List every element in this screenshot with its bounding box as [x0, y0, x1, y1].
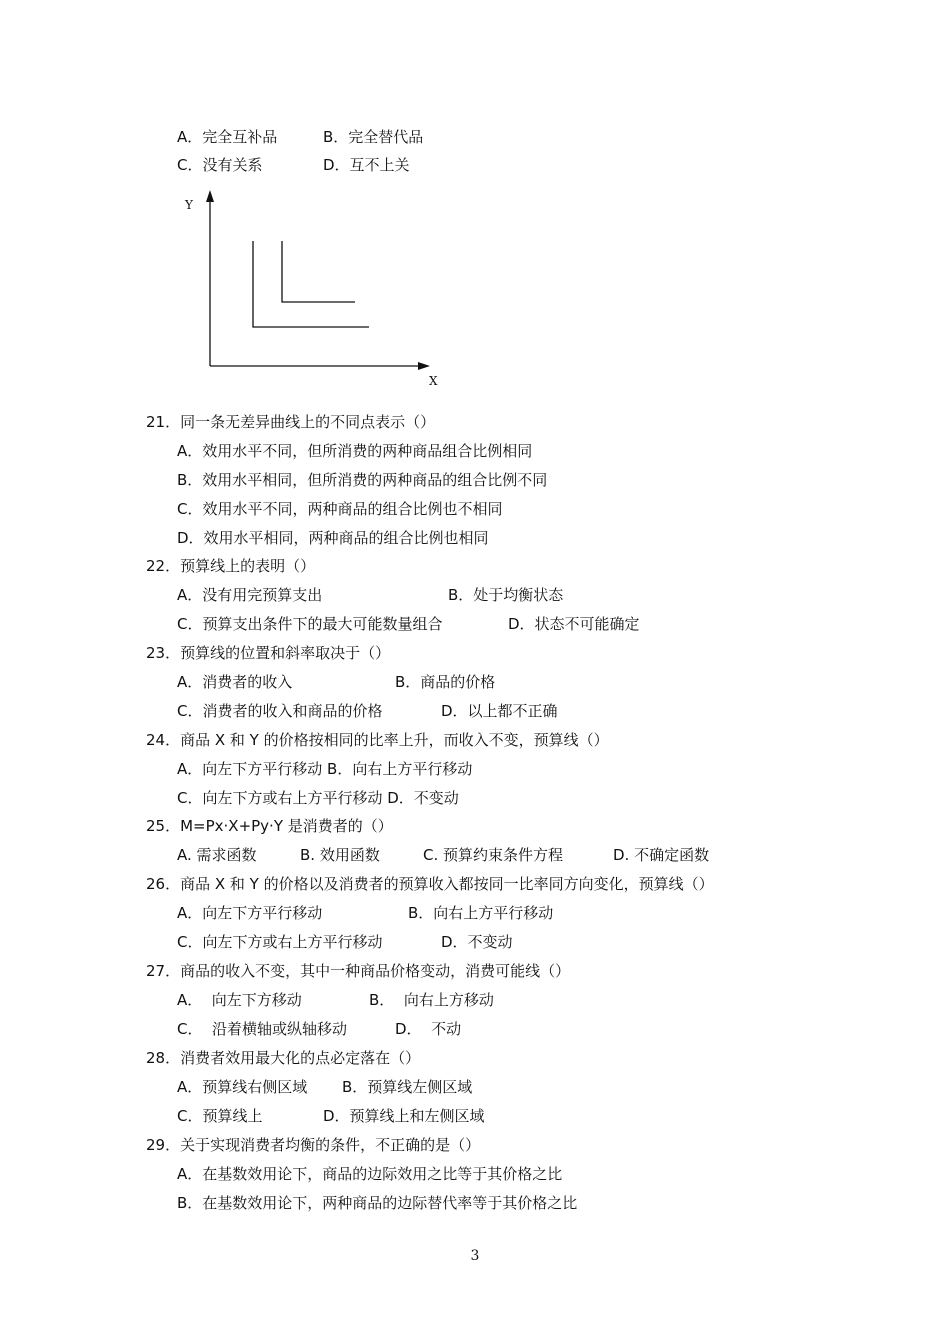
q21-option-b: B．效用水平相同，但所消费的两种商品的组合比例不同 — [177, 471, 548, 489]
q28-option-c: C．预算线上 — [177, 1107, 263, 1125]
q22-option-c: C．预算支出条件下的最大可能数量组合 — [177, 615, 443, 633]
question-21: 21．同一条无差异曲线上的不同点表示（） — [146, 413, 436, 431]
q25-option-d: D. 不确定函数 — [613, 846, 710, 864]
q23-option-c: C．消费者的收入和商品的价格 — [177, 702, 383, 720]
indifference-curve-2 — [282, 241, 355, 302]
q29-option-a: A．在基数效用论下，商品的边际效用之比等于其价格之比 — [177, 1165, 563, 1183]
q27-option-d: D． 不动 — [395, 1020, 462, 1038]
q28-option-b: B．预算线左侧区域 — [342, 1078, 473, 1096]
q21-option-a: A．效用水平不同，但所消费的两种商品组合比例相同 — [177, 442, 533, 460]
q26-option-b: B．向右上方平行移动 — [408, 904, 554, 922]
q25-option-c: C. 预算约束条件方程 — [423, 846, 564, 864]
q27-option-a: A． 向左下方移动 — [177, 991, 302, 1009]
q26-option-c: C．向左下方或右上方平行移动 — [177, 933, 383, 951]
question-23: 23．预算线的位置和斜率取决于（） — [146, 644, 391, 662]
y-axis-label: Y — [185, 198, 193, 212]
q25-option-b: B. 效用函数 — [300, 846, 380, 864]
q28-option-a: A．预算线右侧区域 — [177, 1078, 308, 1096]
q22-option-d: D．状态不可能确定 — [508, 615, 640, 633]
option-c: C．没有关系 — [177, 156, 263, 174]
question-26: 26．商品 X 和 Y 的价格以及消费者的预算收入都按同一比率同方向变化，预算线（） — [146, 875, 714, 893]
q26-option-d: D．不变动 — [441, 933, 513, 951]
question-28: 28．消费者效用最大化的点必定落在（） — [146, 1049, 421, 1067]
q27-option-c: C． 沿着横轴或纵轴移动 — [177, 1020, 348, 1038]
q24-options-ab: A．向左下方平行移动 B．向右上方平行移动 — [177, 760, 473, 778]
q23-option-d: D．以上都不正确 — [441, 702, 558, 720]
option-d: D．互不上关 — [323, 156, 410, 174]
indifference-curve-graph — [176, 186, 452, 392]
question-24: 24．商品 X 和 Y 的价格按相同的比率上升，而收入不变，预算线（） — [146, 731, 609, 749]
question-29: 29．关于实现消费者均衡的条件，不正确的是（） — [146, 1136, 481, 1154]
q21-option-d: D．效用水平相同，两种商品的组合比例也相同 — [177, 529, 489, 547]
option-a: A．完全互补品 — [177, 128, 278, 146]
question-22: 22．预算线上的表明（） — [146, 557, 316, 575]
q21-option-c: C．效用水平不同，两种商品的组合比例也不相同 — [177, 500, 503, 518]
q22-option-b: B．处于均衡状态 — [448, 586, 564, 604]
x-axis-label: X — [429, 374, 438, 388]
question-27: 27．商品的收入不变，其中一种商品价格变动，消费可能线（） — [146, 962, 571, 980]
q22-option-a: A．没有用完预算支出 — [177, 586, 323, 604]
indifference-curve-1 — [253, 241, 369, 327]
page-number: 3 — [470, 1248, 480, 1264]
x-axis-arrow — [418, 362, 430, 370]
q24-options-cd: C．向左下方或右上方平行移动 D．不变动 — [177, 789, 459, 807]
q28-option-d: D．预算线上和左侧区域 — [323, 1107, 485, 1125]
question-25: 25．M=Px·X+Py·Y 是消费者的（） — [146, 817, 393, 835]
q27-option-b: B． 向右上方移动 — [369, 991, 494, 1009]
q29-option-b: B．在基数效用论下，两种商品的边际替代率等于其价格之比 — [177, 1194, 578, 1212]
q23-option-a: A．消费者的收入 — [177, 673, 293, 691]
q26-option-a: A．向左下方平行移动 — [177, 904, 323, 922]
q25-option-a: A. 需求函数 — [177, 846, 257, 864]
q23-option-b: B．商品的价格 — [395, 673, 496, 691]
option-b: B．完全替代品 — [323, 128, 424, 146]
y-axis-arrow — [206, 190, 214, 202]
